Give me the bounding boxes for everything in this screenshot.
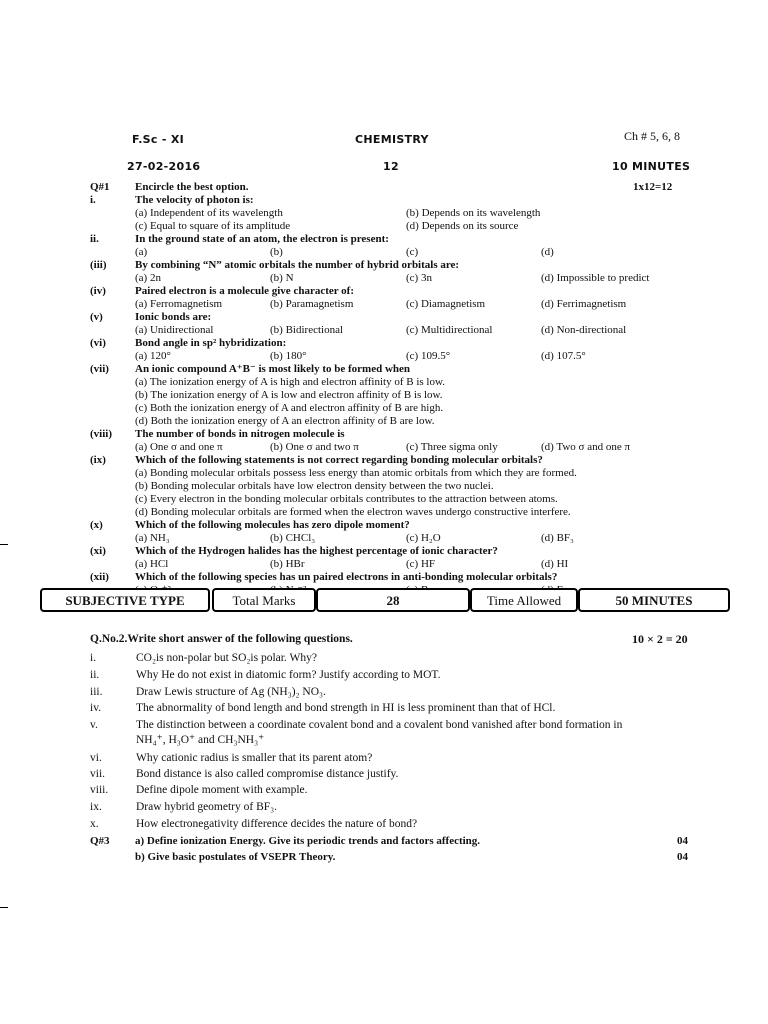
mcq-option[interactable]: (c) Three sigma only <box>406 441 498 453</box>
margin-mark <box>0 544 8 545</box>
mcq-option[interactable]: (c) Both the ionization energy of A and electron affinity of B are high. <box>135 402 444 414</box>
mcq-option[interactable]: (b) Bidirectional <box>270 324 344 336</box>
mcq-question <box>90 519 730 532</box>
mcq-stem: The number of bonds in nitrogen molecule is <box>135 428 345 440</box>
mcq-option[interactable]: (b) CHCl₃ <box>270 532 316 544</box>
mcq-number: (xii) <box>90 571 109 583</box>
class-label: F.Sc - XI <box>132 133 185 146</box>
mcq-option[interactable]: (a) Ferromagnetism <box>135 298 223 310</box>
mcq-stem: Paired electron is a molecule give character of: <box>135 285 355 297</box>
mcq-option[interactable]: (a) Unidirectional <box>135 324 214 336</box>
mcq-option[interactable]: (b) The ionization energy of A is low and electron affinity of B is low. <box>135 389 443 401</box>
mcq-option[interactable]: (b) 180° <box>270 350 307 362</box>
mcq-number: ii. <box>90 233 99 245</box>
mcq-number: i. <box>90 194 96 206</box>
q1-instruction: Encircle the best option. <box>135 181 249 193</box>
mcq-stem: Bond angle in sp² hybridization: <box>135 337 287 349</box>
mcq-option[interactable]: (a) 2n <box>135 272 161 284</box>
q2-item-text: Why cationic radius is smaller that its parent atom? <box>136 752 373 764</box>
mcq-option[interactable]: (d) <box>541 246 554 258</box>
total-label: 12 <box>383 160 399 173</box>
q2-item-text: CO₂is non-polar but SO₂is polar. Why? <box>136 652 317 664</box>
time-allowed-label-box: Time Allowed <box>470 588 578 612</box>
q2-item-text: Define dipole moment with example. <box>136 784 308 796</box>
mcq-stem: Which of the following molecules has zero dipole moment? <box>135 519 410 531</box>
q2-item-text-continued: NH₄⁺, H₃O⁺ and CH₃NH₃⁺ <box>136 734 265 746</box>
mcq-option[interactable]: (a) Bonding molecular orbitals possess less energy than atomic orbitals from which they are formed. <box>135 467 577 479</box>
mcq-option[interactable]: (c) 109.5° <box>406 350 451 362</box>
mcq-stem: Which of the following species has un paired electrons in anti-bonding molecular orbitals? <box>135 571 558 583</box>
mcq-stem: In the ground state of an atom, the electron is present: <box>135 233 389 245</box>
mcq-option[interactable]: (c) HF <box>406 558 436 570</box>
mcq-option[interactable]: (c) H₂O <box>406 532 441 544</box>
mcq-number: (x) <box>90 519 103 531</box>
q1-heading <box>90 181 690 194</box>
mcq-option[interactable]: (b) Paramagnetism <box>270 298 354 310</box>
total-marks-value-box: 28 <box>316 588 470 612</box>
mcq-question <box>90 311 730 324</box>
mcq-question <box>90 363 730 376</box>
mcq-option[interactable]: (b) HBr <box>270 558 305 570</box>
mcq-option[interactable]: (a) NH₃ <box>135 532 170 544</box>
q2-item-number: ii. <box>90 669 100 681</box>
q2-item <box>90 751 730 766</box>
q2-item-number: viii. <box>90 784 109 796</box>
mcq-number: (viii) <box>90 428 112 440</box>
q2-item-number: v. <box>90 719 98 731</box>
q2-item-number: x. <box>90 818 99 830</box>
mcq-option[interactable]: (d) Both the ionization energy of A an electron affinity of B are low. <box>135 415 435 427</box>
q2-item-text: How electronegativity difference decides the nature of bond? <box>136 818 418 830</box>
mcq-option[interactable]: (b) One σ and two π <box>270 441 359 453</box>
mcq-question <box>90 337 730 350</box>
mcq-option[interactable]: (c) Diamagnetism <box>406 298 486 310</box>
q2-item <box>90 783 730 798</box>
mcq-question <box>90 545 730 558</box>
q2-item-number: ix. <box>90 801 102 813</box>
mcq-option[interactable]: (b) <box>270 246 283 258</box>
mcq-number: (iv) <box>90 285 106 297</box>
subjective-type-box: SUBJECTIVE TYPE <box>40 588 210 612</box>
q3-part-a: a) Define ionization Energy. Give its periodic trends and factors affecting. <box>135 835 481 847</box>
mcq-option[interactable]: (b) Depends on its wavelength <box>406 207 541 219</box>
q2-item-text: Why He do not exist in diatomic form? Justify according to MOT. <box>136 669 441 681</box>
q2-heading: Q.No.2.Write short answer of the following questions. <box>90 633 353 645</box>
q3-label: Q#3 <box>90 835 110 847</box>
q2-item <box>90 718 730 733</box>
margin-mark-lower <box>0 907 8 908</box>
mcq-option[interactable]: (d) Impossible to predict <box>541 272 650 284</box>
mcq-stem: An ionic compound A⁺B⁻ is most likely to be formed when <box>135 363 411 375</box>
mcq-number: (ix) <box>90 454 106 466</box>
q1-marks: 1x12=12 <box>633 181 673 193</box>
mcq-stem: The velocity of photon is: <box>135 194 254 206</box>
mcq-option[interactable]: (d) Two σ and one π <box>541 441 631 453</box>
q2-item <box>90 800 730 815</box>
q2-item-text: Draw hybrid geometry of BF₃. <box>136 801 278 813</box>
mcq-option[interactable]: (a) HCl <box>135 558 169 570</box>
mcq-stem: Which of the Hydrogen halides has the highest percentage of ionic character? <box>135 545 498 557</box>
mcq-option[interactable]: (d) Depends on its source <box>406 220 519 232</box>
q1-label: Q#1 <box>90 181 110 193</box>
q3-part-b-marks: 04 <box>677 851 688 863</box>
date-label: 27-02-2016 <box>127 160 201 173</box>
mcq-option[interactable]: (c) 3n <box>406 272 432 284</box>
q3-part-b: b) Give basic postulates of VSEPR Theory. <box>135 851 336 863</box>
mcq-option[interactable]: (a) One σ and one π <box>135 441 223 453</box>
mcq-option[interactable]: (c) Multidirectional <box>406 324 493 336</box>
mcq-option[interactable]: (c) Every electron in the bonding molecular orbitals contributes to the attraction between atoms. <box>135 493 558 505</box>
mcq-number: (v) <box>90 311 103 323</box>
mcq-number: (vi) <box>90 337 106 349</box>
mcq-question <box>90 233 730 246</box>
q2-item <box>90 701 730 716</box>
chapters-label: Ch # 5, 6, 8 <box>624 129 681 143</box>
mcq-question <box>90 259 730 272</box>
q2-item-number: vi. <box>90 752 102 764</box>
mcq-stem: By combining “N” atomic orbitals the number of hybrid orbitals are: <box>135 259 460 271</box>
mcq-option[interactable]: (c) Equal to square of its amplitude <box>135 220 291 232</box>
mcq-question <box>90 428 730 441</box>
mcq-question <box>90 571 730 584</box>
q2-item <box>90 668 730 683</box>
q2-item-text: The distinction between a coordinate covalent bond and a covalent bond vanished after bond formation in <box>136 719 623 731</box>
total-marks-label-box: Total Marks <box>212 588 316 612</box>
mcq-question <box>90 285 730 298</box>
q2-item-number: iv. <box>90 702 102 714</box>
mcq-question <box>90 194 730 207</box>
mcq-option[interactable]: (d) BF₃ <box>541 532 574 544</box>
mcq-option[interactable]: (d) Bonding molecular orbitals are formed when the electron waves undergo constructive interfere. <box>135 506 571 518</box>
mcq-stem: Which of the following statements is not correct regarding bonding molecular orbitals? <box>135 454 543 466</box>
q2-item-text: The abnormality of bond length and bond strength in HI is less prominent than that of HCl. <box>136 702 556 714</box>
q3-part-a-marks: 04 <box>677 835 688 847</box>
mcq-option[interactable]: (d) Ferrimagnetism <box>541 298 627 310</box>
mcq-option[interactable]: (c) <box>406 246 419 258</box>
q2-item <box>90 767 730 782</box>
q2-item <box>90 685 730 700</box>
mcq-option[interactable]: (a) Independent of its wavelength <box>135 207 283 219</box>
q2-item-text: Bond distance is also called compromise distance justify. <box>136 768 399 780</box>
mcq-number: (xi) <box>90 545 106 557</box>
mcq-option[interactable]: (d) HI <box>541 558 569 570</box>
mcq-option[interactable]: (a) 120° <box>135 350 171 362</box>
mcq-number: (iii) <box>90 259 107 271</box>
time-allowed-value-box: 50 MINUTES <box>578 588 730 612</box>
subject-label: CHEMISTRY <box>355 133 429 146</box>
q2-item <box>90 651 730 666</box>
mcq-option[interactable]: (a) <box>135 246 148 258</box>
q2-item <box>90 817 730 832</box>
q2-item-number: vii. <box>90 768 106 780</box>
mcq-option[interactable]: (d) Non-directional <box>541 324 627 336</box>
mcq-option[interactable]: (b) Bonding molecular orbitals have low electron density between the two nuclei. <box>135 480 494 492</box>
mcq-number: (vii) <box>90 363 109 375</box>
time-label: 10 MINUTES <box>612 160 691 173</box>
mcq-option[interactable]: (d) 107.5° <box>541 350 586 362</box>
mcq-question <box>90 454 730 467</box>
mcq-stem: Ionic bonds are: <box>135 311 212 323</box>
mcq-option[interactable]: (b) N <box>270 272 294 284</box>
mcq-option[interactable]: (a) The ionization energy of A is high and electron affinity of B is low. <box>135 376 445 388</box>
q2-item-text: Draw Lewis structure of Ag (NH₃)₂ NO₃. <box>136 686 326 698</box>
q2-marks: 10 × 2 = 20 <box>632 632 688 646</box>
q2-item-number: iii. <box>90 686 103 698</box>
q2-item-number: i. <box>90 652 97 664</box>
